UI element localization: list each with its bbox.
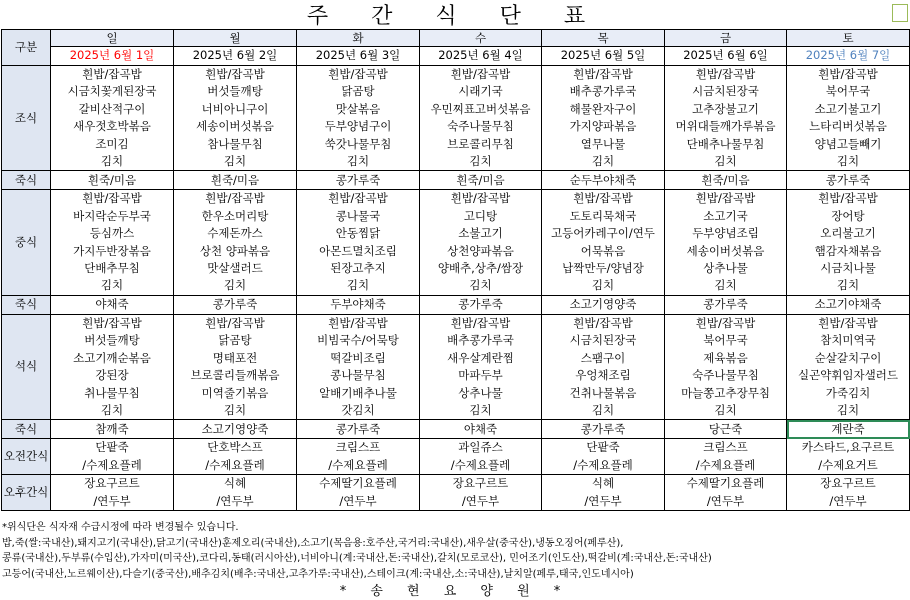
menu-item: 김치	[469, 154, 492, 169]
menu-cell[interactable]	[420, 475, 542, 511]
menu-item: 흰밥/잡곡밥	[573, 67, 633, 81]
note-line: 밥,죽(쌀:국내산),돼지고기(국내산),닭고기(국내산)훈제오리(국내산),소고기(목음용:호주산,국거리:국내산),새우살(중국산),냉동오징어(페루산),	[2, 537, 624, 549]
menu-item: 배추콩가루국	[569, 84, 637, 99]
menu-cell[interactable]	[174, 190, 297, 295]
menu-item: 두부양념구이	[324, 119, 392, 134]
menu-item: /연두부	[829, 493, 867, 508]
menu-item: /연두부	[216, 493, 254, 508]
menu-item: 김치	[100, 154, 124, 169]
menu-item: 한우소머리탕	[201, 208, 269, 223]
menu-cell[interactable]	[787, 314, 910, 419]
date-row	[2, 47, 910, 66]
menu-item: 버섯들깨탕	[84, 333, 140, 348]
date-cell[interactable]: 2025년 6월 4일	[420, 47, 542, 66]
menu-item: 미역줄기볶음	[201, 385, 269, 400]
menu-item: 김치	[591, 278, 615, 293]
menu-cell[interactable]	[542, 439, 665, 475]
menu-cell[interactable]: 흰죽/미음	[51, 171, 174, 190]
menu-cell[interactable]: 흰죽/미음	[174, 171, 297, 190]
weekly-menu-table	[1, 29, 910, 511]
menu-item: 명태포전	[212, 350, 258, 365]
menu-row-porridge	[2, 420, 910, 439]
menu-cell[interactable]	[420, 190, 542, 295]
menu-item: 장요구르트	[452, 476, 509, 491]
menu-item: 닭곰탕	[218, 333, 252, 348]
menu-item: 맛살볶음	[335, 101, 381, 116]
menu-item: 납짝만두/양념장	[562, 261, 644, 276]
row-label[interactable]: 죽식	[2, 420, 51, 439]
date-cell[interactable]: 2025년 6월 2일	[174, 47, 297, 66]
menu-cell[interactable]	[542, 314, 665, 419]
menu-item: 과일쥬스	[458, 440, 503, 455]
menu-cell[interactable]	[51, 475, 174, 511]
menu-item: 가지두반장볶음	[73, 243, 151, 258]
row-label[interactable]: 오후간식	[2, 475, 51, 511]
note-line: 콩류(국내산),두부류(수입산),가자미(미국산),코다리,동태(러시아산),너비아니(계:국내산,돈:국내산),갈치(모로코산), 민어조기(인도산),떡갈비(계:국내산,돈:국내산)	[2, 553, 712, 564]
menu-item: 두부양념조림	[692, 226, 759, 241]
menu-item: 북어무국	[703, 333, 748, 348]
menu-cell[interactable]	[174, 314, 297, 419]
menu-item: 참나물무침	[207, 136, 263, 151]
menu-item: 햄감자채볶음	[814, 243, 882, 258]
menu-item: 흰밥/잡곡밥	[328, 191, 388, 206]
menu-item: 바지락순두부국	[73, 208, 151, 223]
menu-item: 우엉채조림	[575, 368, 631, 383]
menu-item: 강된장	[95, 368, 129, 383]
menu-item: 흰밥/잡곡밥	[573, 191, 633, 206]
menu-item: 갓김치	[341, 402, 375, 417]
header-label[interactable]: 구분	[2, 30, 51, 66]
menu-item: 김치	[100, 278, 124, 293]
day-header-row	[2, 30, 910, 47]
menu-item: 흰밥/잡곡밥	[328, 67, 388, 81]
menu-item: /연두부	[706, 493, 745, 508]
menu-item: 김치	[591, 154, 615, 169]
menu-cell[interactable]: 소고기야채죽	[787, 295, 910, 314]
menu-item: 북어무국	[825, 84, 871, 99]
day-name-cell[interactable]: 일	[51, 30, 174, 47]
menu-item: 수제딸기요플레	[319, 476, 397, 491]
menu-item: 고등어카레구이/연두	[551, 226, 655, 241]
menu-cell[interactable]	[51, 66, 174, 171]
menu-cell[interactable]: 두부야채죽	[297, 295, 420, 314]
menu-item: 마파두부	[458, 368, 503, 383]
menu-cell[interactable]	[420, 66, 542, 171]
menu-item: 쑥갓나물무침	[324, 136, 392, 151]
menu-cell[interactable]	[51, 439, 174, 475]
menu-item: 소고기불고기	[814, 101, 882, 116]
menu-item: 크림스프	[703, 440, 748, 455]
day-name-cell[interactable]: 수	[420, 30, 542, 47]
menu-item: 고디탕	[463, 208, 498, 223]
menu-item: 김치	[714, 402, 737, 417]
menu-item: 식혜	[591, 476, 615, 491]
menu-item: /수제요플레	[695, 457, 756, 472]
menu-item: 오리불고기	[820, 226, 876, 241]
menu-item: 흰밥/잡곡밥	[573, 315, 633, 330]
menu-item: 알배기배추나물	[319, 385, 397, 400]
menu-cell[interactable]	[297, 314, 420, 419]
menu-item: 김치	[714, 278, 737, 293]
menu-item: 장요구르트	[820, 476, 876, 491]
menu-cell[interactable]	[542, 190, 665, 295]
menu-item: 김치	[469, 402, 492, 417]
menu-item: 수제딸기요플레	[686, 476, 765, 491]
menu-cell[interactable]	[174, 66, 297, 171]
row-label[interactable]: 죽식	[2, 295, 51, 314]
menu-item: 흰밥/잡곡밥	[695, 67, 756, 81]
menu-item: 갈비산적구이	[78, 101, 146, 116]
menu-item: 느타리버섯볶음	[809, 119, 887, 134]
menu-item: /수제요플레	[205, 457, 265, 472]
menu-item: 크림스프	[335, 440, 381, 455]
menu-item: 숙주나물무침	[447, 119, 514, 134]
menu-item: 양념고들빼기	[814, 136, 882, 151]
day-name-cell[interactable]: 금	[665, 30, 787, 47]
menu-cell[interactable]	[665, 439, 787, 475]
menu-item: 안동찜닭	[335, 226, 381, 241]
menu-row-meal	[2, 66, 910, 171]
menu-item: 흰밥/잡곡밥	[450, 315, 511, 330]
menu-item: /수제요플레	[328, 457, 388, 472]
menu-row-snack	[2, 475, 910, 511]
menu-item: 시래기국	[458, 84, 503, 99]
menu-cell[interactable]	[542, 66, 665, 171]
menu-item: 열무나물	[580, 136, 626, 151]
menu-row-meal	[2, 190, 910, 295]
title-row	[0, 0, 910, 28]
date-cell[interactable]: 2025년 6월 3일	[297, 47, 420, 66]
day-name-cell[interactable]: 목	[542, 30, 665, 47]
menu-item: 우민찌표고버섯볶음	[430, 101, 531, 116]
menu-item: 상천양파볶음	[447, 243, 514, 258]
menu-cell[interactable]	[174, 439, 297, 475]
row-label[interactable]: 중식	[2, 190, 51, 295]
menu-item: 콩나물무침	[330, 368, 386, 383]
menu-item: 가죽김치	[825, 385, 871, 400]
menu-item: 김치	[714, 154, 737, 169]
menu-item: 흰밥/잡곡밥	[695, 315, 756, 330]
menu-item: 버섯들깨탕	[207, 84, 263, 99]
menu-cell[interactable]: 콩가루죽	[297, 171, 420, 190]
menu-cell[interactable]	[787, 439, 910, 475]
menu-item: 김치	[223, 154, 247, 169]
menu-cell[interactable]	[174, 475, 297, 511]
date-cell[interactable]: 2025년 6월 1일	[51, 47, 174, 66]
page-title: 주 간 식 단 표	[306, 3, 604, 29]
menu-cell[interactable]	[51, 314, 174, 419]
menu-cell[interactable]	[297, 475, 420, 511]
menu-item: 세송이버섯볶음	[686, 243, 765, 258]
menu-item: 수제돈까스	[207, 226, 263, 241]
menu-item: 고추장불고기	[692, 101, 759, 116]
menu-item: 떡갈비조림	[330, 350, 386, 365]
menu-item: 김치	[223, 402, 247, 417]
menu-cell[interactable]	[665, 190, 787, 295]
menu-item: 제육볶음	[703, 350, 748, 365]
menu-row-meal	[2, 314, 910, 419]
menu-item: /수제요플레	[82, 457, 142, 472]
menu-cell[interactable]	[665, 314, 787, 419]
menu-item: 세송이버섯볶음	[196, 119, 274, 134]
note-line: *위식단은 식자재 수급시정에 따라 변경될수 있습니다.	[2, 522, 239, 533]
menu-item: 흰밥/잡곡밥	[82, 315, 142, 330]
menu-cell[interactable]: 소고기영양죽	[542, 295, 665, 314]
menu-item: 김치	[346, 278, 370, 293]
menu-item: 시금치꽃게된장국	[67, 84, 157, 99]
menu-cell[interactable]	[787, 66, 910, 171]
menu-item: 아몬드멸치조림	[319, 243, 397, 258]
menu-cell[interactable]: 콩가루죽	[420, 295, 542, 314]
menu-item: 소고기국	[703, 208, 748, 223]
menu-cell[interactable]	[542, 475, 665, 511]
menu-item: /연두부	[461, 493, 500, 508]
menu-item: 흰밥/잡곡밥	[328, 315, 388, 330]
day-name-cell[interactable]: 토	[787, 30, 910, 47]
menu-item: 흰밥/잡곡밥	[205, 67, 265, 81]
menu-cell[interactable]: 야채죽	[51, 295, 174, 314]
menu-cell[interactable]: 순두부야채죽	[542, 171, 665, 190]
menu-item: 단배추무침	[84, 261, 140, 276]
origin-notes	[2, 520, 908, 582]
menu-item: 새우젓호박볶음	[73, 119, 151, 134]
menu-item: 닭곰탕	[341, 84, 375, 99]
menu-cell[interactable]	[297, 190, 420, 295]
row-label[interactable]: 오전간식	[2, 439, 51, 475]
menu-item: 단팥죽	[95, 440, 129, 455]
menu-cell[interactable]: 소고기영양죽	[174, 420, 297, 439]
menu-item: /수제요거트	[818, 457, 878, 472]
menu-item: 식혜	[223, 476, 247, 491]
date-cell[interactable]: 2025년 6월 6일	[665, 47, 787, 66]
menu-item: 흰밥/잡곡밥	[695, 191, 756, 206]
menu-item: 김치	[836, 154, 860, 169]
menu-cell[interactable]: 콩가루죽	[297, 420, 420, 439]
menu-item: 김치	[223, 278, 247, 293]
menu-item: 배추콩가루국	[447, 333, 514, 348]
row-label[interactable]: 죽식	[2, 171, 51, 190]
menu-cell[interactable]: 콩가루죽	[787, 171, 910, 190]
menu-item: 흰밥/잡곡밥	[450, 191, 511, 206]
menu-item: 브로콜리들깨볶음	[190, 368, 280, 383]
menu-item: 해물완자구이	[569, 101, 637, 116]
menu-item: 상추나물	[458, 385, 503, 400]
menu-item: 건취나물볶음	[569, 385, 637, 400]
menu-item: 취나물무침	[84, 385, 140, 400]
menu-item: 김치	[836, 278, 860, 293]
menu-cell[interactable]	[420, 314, 542, 419]
menu-item: 단배추나물무침	[686, 136, 765, 151]
menu-item: 어묵볶음	[580, 243, 626, 258]
menu-item: 김치	[469, 278, 492, 293]
menu-item: 김치	[836, 402, 860, 417]
menu-cell[interactable]: 참깨죽	[51, 420, 174, 439]
menu-cell[interactable]: 흰죽/미음	[420, 171, 542, 190]
menu-row-porridge	[2, 295, 910, 314]
menu-item: 흰밥/잡곡밥	[818, 67, 878, 81]
menu-item: 단호박스프	[207, 440, 263, 455]
menu-item: 숙주나물무침	[692, 368, 759, 383]
menu-item: 된장고추지	[330, 261, 386, 276]
menu-item: 실곤약휘임자샐러드	[798, 368, 898, 383]
cell-selection-marker	[892, 4, 908, 22]
facility-name: * 송 현 요 양 원 *	[339, 584, 571, 599]
menu-item: 상천 양파볶음	[199, 243, 271, 258]
menu-item: 스팸구이	[580, 350, 626, 365]
menu-item: /연두부	[93, 493, 131, 508]
menu-item: 카스타드,요구르트	[801, 440, 895, 455]
menu-item: 흰밥/잡곡밥	[818, 191, 878, 206]
menu-item: /연두부	[339, 493, 377, 508]
menu-cell[interactable]	[787, 475, 910, 511]
note-line: 고등어(국내산,노르웨이산),다슬기(중국산),배추김치(배추:국내산,고추가루:국내산),스테이크(계:국내산,소:국내산),날치알(페루,태국,인도네시아)	[2, 568, 634, 580]
menu-cell[interactable]: 흰죽/미음	[665, 171, 787, 190]
menu-item: 장어탕	[831, 208, 865, 223]
menu-cell[interactable]	[420, 439, 542, 475]
menu-item: 참치미역국	[820, 333, 876, 348]
day-name-cell[interactable]: 월	[174, 30, 297, 47]
menu-cell[interactable]	[665, 475, 787, 511]
menu-item: 김치	[591, 402, 615, 417]
menu-item: 김치	[100, 402, 124, 417]
menu-item: 순살갈치구이	[814, 350, 882, 365]
menu-item: 장요구르트	[84, 476, 140, 491]
menu-cell[interactable]	[297, 439, 420, 475]
menu-item: 소불고기	[458, 226, 503, 241]
menu-item: /연두부	[584, 493, 622, 508]
day-name-cell[interactable]: 화	[297, 30, 420, 47]
menu-cell[interactable]: 당근죽	[665, 420, 787, 439]
menu-item: 시금치된장국	[692, 84, 759, 99]
menu-item: 가지양파볶음	[569, 119, 637, 134]
menu-item: 시금치된장국	[569, 333, 637, 348]
menu-item: 상추나물	[703, 261, 748, 276]
menu-item: 맛살샐러드	[207, 261, 263, 276]
menu-cell[interactable]: 콩가루죽	[174, 295, 297, 314]
menu-cell[interactable]: 콩가루죽	[542, 420, 665, 439]
menu-item: 콩나물국	[335, 208, 381, 223]
menu-item: /수제요플레	[450, 457, 511, 472]
menu-item: 소고기깨순볶음	[73, 350, 151, 365]
menu-item: 단팥죽	[586, 440, 620, 455]
menu-item: 새우살계란찜	[447, 350, 514, 365]
menu-item: 김치	[346, 154, 370, 169]
date-cell[interactable]: 2025년 6월 7일	[787, 47, 910, 66]
menu-item: 도토리묵채국	[569, 208, 637, 223]
menu-cell[interactable]	[51, 190, 174, 295]
menu-item: 브로콜리무침	[447, 136, 514, 151]
menu-cell[interactable]	[787, 190, 910, 295]
menu-item: 흰밥/잡곡밥	[82, 67, 142, 81]
row-label[interactable]: 조식	[2, 66, 51, 171]
menu-cell[interactable]: 콩가루죽	[665, 295, 787, 314]
menu-item: 조미김	[95, 136, 129, 151]
menu-item: 흰밥/잡곡밥	[82, 191, 142, 206]
menu-item: /수제요플레	[573, 457, 633, 472]
menu-item: 시금치나물	[820, 261, 876, 276]
menu-row-porridge	[2, 171, 910, 190]
menu-cell[interactable]: 계란죽	[787, 420, 910, 439]
menu-item: 양배추,상추/쌈장	[437, 261, 524, 276]
menu-cell[interactable]	[665, 66, 787, 171]
menu-row-snack	[2, 439, 910, 475]
menu-item: 머위대들깨가루볶음	[675, 119, 776, 134]
menu-cell[interactable]: 야채죽	[420, 420, 542, 439]
menu-item: 비빔국수/어묵탕	[317, 333, 399, 348]
menu-item: 흰밥/잡곡밥	[205, 191, 265, 206]
date-cell[interactable]: 2025년 6월 5일	[542, 47, 665, 66]
row-label[interactable]: 석식	[2, 314, 51, 419]
menu-item: 흰밥/잡곡밥	[450, 67, 511, 81]
menu-item: 등심까스	[89, 226, 135, 241]
menu-cell[interactable]	[297, 66, 420, 171]
menu-item: 너비아니구이	[201, 101, 269, 116]
menu-item: 흰밥/잡곡밥	[818, 315, 878, 330]
menu-item: 흰밥/잡곡밥	[205, 315, 265, 330]
menu-item: 마늘쫑고추장무침	[681, 385, 770, 400]
